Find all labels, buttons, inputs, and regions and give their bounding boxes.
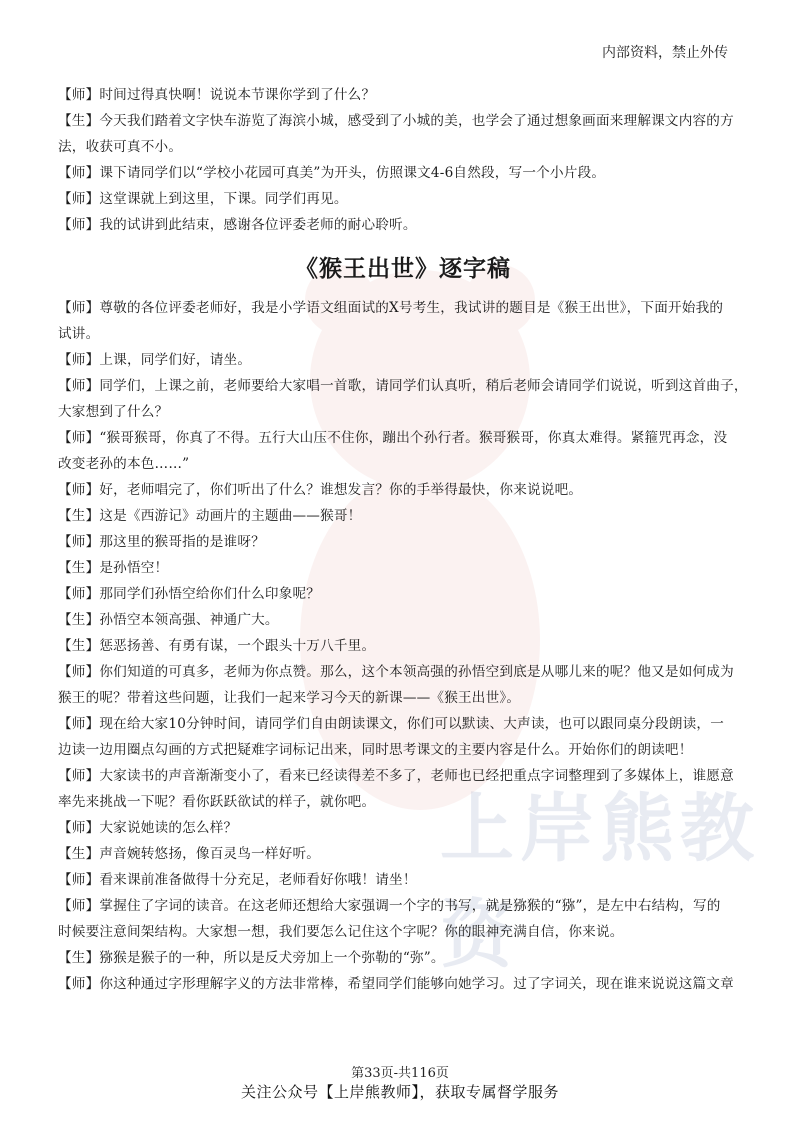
transcript-line: 【师】同学们，上课之前，老师要给大家唱一首歌，请同学们认真听，稍后老师会请同学们说说，听到这首曲子， — [58, 378, 748, 394]
page-number: 第33页-共116页 — [351, 1066, 449, 1081]
watermark-text: 上岸熊教资 — [440, 786, 760, 978]
transcript-line: 【师】课下请同学们以“学校小花园可真美”为开头，仿照课文4-6自然段，写一个小片段。 — [58, 165, 606, 181]
section-title: 《猴王出世》逐字稿 — [295, 255, 511, 282]
transcript-line: 【师】我的试讲到此结束，感谢各位评委老师的耐心聆听。 — [58, 217, 417, 233]
transcript-line: 【生】猕猴是猴子的一种，所以是反犬旁加上一个弥勒的“弥”。 — [58, 950, 445, 966]
transcript-line: 率先来挑战一下呢？看你跃跃欲试的样子，就你吧。 — [58, 794, 376, 810]
transcript-line: 时候要注意间架结构。大家想一想，我们要怎么记住这个字呢？你的眼神充满自信，你来说。 — [58, 924, 624, 940]
transcript-line: 改变老孙的本色……” — [58, 456, 190, 472]
transcript-line: 【师】你这种通过字形理解字义的方法非常棒，希望同学们能够向她学习。过了字词关，现在谁来说说这篇文章 — [58, 976, 734, 992]
transcript-line: 【生】今天我们踏着文字快车游览了海滨小城，感受到了小城的美，也学会了通过想象画面来理解课文内容的方 — [58, 113, 734, 129]
transcript-line: 【师】大家读书的声音渐渐变小了，看来已经读得差不多了，老师也已经把重点字词整理到了多媒体上，谁愿意 — [58, 768, 734, 784]
transcript-line: 【师】这堂课就上到这里，下课。同学们再见。 — [58, 191, 348, 207]
transcript-content — [58, 82, 748, 997]
transcript-line: 【师】你们知道的可真多，老师为你点赞。那么，这个本领高强的孙悟空到底是从哪儿来的呢？他又是如何成为 — [58, 664, 734, 680]
transcript-line: 【师】现在给大家10分钟时间，请同学们自由朗读课文，你们可以默读、大声读，也可以跟同桌分段朗读，一 — [58, 716, 724, 732]
transcript-line: 【师】看来课前准备做得十分充足，老师看好你哦！请坐！ — [58, 872, 417, 888]
transcript-line: 【师】那同学们孙悟空给你们什么印象呢？ — [58, 586, 321, 602]
transcript-line: 【师】掌握住了字词的读音。在这老师还想给大家强调一个字的书写，就是猕猴的“猕”，是左中右结构，写的 — [58, 898, 721, 914]
transcript-line: 【生】孙悟空本领高强、神通广大。 — [58, 612, 279, 628]
transcript-line: 【师】“猴哥猴哥，你真了不得。五行大山压不住你，蹦出个孙行者。猴哥猴哥，你真太难得。紧箍咒再念，没 — [58, 430, 728, 446]
transcript-line: 试讲。 — [58, 326, 100, 342]
confidential-note: 内部资料，禁止外传 — [602, 45, 728, 61]
transcript-line: 【师】时间过得真快啊！说说本节课你学到了什么？ — [58, 87, 376, 103]
transcript-line: 猴王的呢？带着这些问题，让我们一起来学习今天的新课——《猴王出世》。 — [58, 690, 521, 706]
transcript-line: 【师】尊敬的各位评委老师好，我是小学语文组面试的X号考生，我试讲的题目是《猴王出世》，下面开始我的 — [58, 300, 724, 316]
transcript-line: 【生】惩恶扬善、有勇有谋，一个跟头十万八千里。 — [58, 638, 376, 654]
transcript-line: 【师】好，老师唱完了，你们听出了什么？谁想发言？你的手举得最快，你来说说吧。 — [58, 482, 583, 498]
transcript-line: 大家想到了什么？ — [58, 404, 169, 420]
transcript-line: 边读一边用圈点勾画的方式把疑难字词标记出来，同时思考课文的主要内容是什么。开始你们的朗读吧！ — [58, 742, 693, 758]
promo-text: 关注公众号【上岸熊教师】，获取专属督学服务 — [240, 1083, 559, 1101]
transcript-line: 【师】上课，同学们好，请坐。 — [58, 352, 252, 368]
transcript-line: 法，收获可真不小。 — [58, 139, 183, 155]
transcript-line: 【师】大家说她读的怎么样？ — [58, 820, 238, 836]
transcript-line: 【生】这是《西游记》动画片的主题曲——猴哥！ — [58, 508, 362, 524]
transcript-line: 【师】那这里的猴哥指的是谁呀？ — [58, 534, 265, 550]
transcript-line: 【生】是孙悟空！ — [58, 560, 169, 576]
transcript-line: 【生】声音婉转悠扬，像百灵鸟一样好听。 — [58, 846, 321, 862]
